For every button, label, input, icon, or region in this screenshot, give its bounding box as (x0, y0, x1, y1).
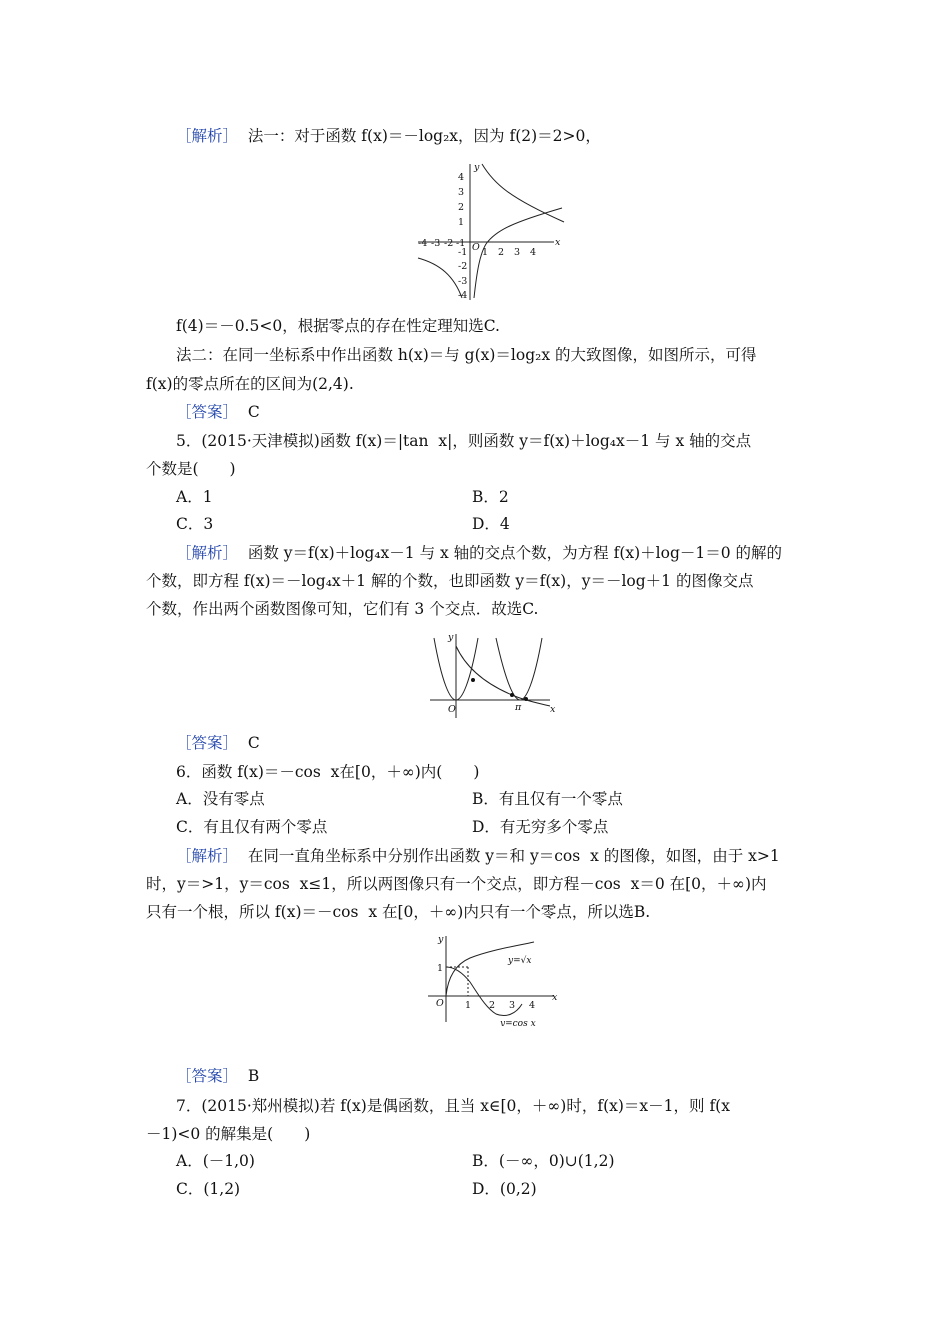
q4-xtick: -3 (431, 238, 441, 249)
q6-option-c: C．有且仅有两个零点 (176, 818, 328, 836)
q5-option-a: A．1 (176, 488, 213, 506)
q6-answer-value: B (247, 1067, 260, 1085)
q5-option-c: C．3 (176, 515, 214, 533)
q6-option-b: B．有且仅有一个零点 (472, 790, 623, 808)
q6-option-d: D．有无穷多个零点 (472, 818, 609, 836)
q5-answer-line (176, 733, 260, 753)
q4-ytick: -4 (458, 290, 468, 301)
q5-pi-label: π (515, 702, 522, 713)
q5-stem-line2: 个数是( ) (146, 460, 236, 478)
q5-origin-label: O (448, 704, 456, 715)
q5-analysis-line2: 个数，即方程 f(x)＝－log₄x＋1 解的个数，也即函数 y＝f(x)，y＝－log＋1 的图像交点 (146, 572, 754, 590)
q6-answer-line (176, 1066, 259, 1086)
q5-y-label: y (448, 632, 454, 643)
q4-xtick: -4 (418, 238, 428, 249)
q6-xtick: 2 (489, 1000, 496, 1011)
q6-stem-line1: 6．函数 f(x)＝－cos x在[0，＋∞)内( ) (176, 763, 480, 781)
q4-analysis-text1: 法一：对于函数 f(x)＝－log₂x，因为 f(2)＝2>0， (247, 127, 601, 145)
q6-figure (426, 930, 566, 1026)
q4-answer-value: C (247, 403, 260, 421)
q5-intersection-point (471, 678, 475, 682)
q4-figure (414, 158, 574, 304)
q6-cos-label: y=cos x (500, 1019, 536, 1026)
q6-analysis-line2: 时，y＝>1，y＝cos x≤1，所以两图像只有一个交点，即方程－cos x＝0 在[0，＋∞)内 (146, 875, 767, 893)
q6-xtick: 1 (465, 1000, 472, 1011)
q4-ytick: 3 (458, 187, 465, 198)
q4-answer-tag: ［答案］ (176, 403, 239, 421)
q5-x-label: x (550, 704, 556, 715)
q5-answer-tag: ［答案］ (176, 734, 239, 752)
q6-answer-tag: ［答案］ (176, 1067, 239, 1085)
q6-analysis-line3: 只有一个根，所以 f(x)＝－cos x 在[0，＋∞)内只有一个零点，所以选B. (146, 903, 651, 921)
q4-ytick: -2 (458, 261, 468, 272)
q5-answer-value: C (247, 734, 260, 752)
q4-ytick: 4 (458, 172, 465, 183)
q4-ytick: -1 (458, 247, 468, 258)
q7-option-a: A．(－1,0) (176, 1152, 255, 1170)
q6-sqrt-label: y=√x (508, 956, 532, 966)
q5-option-d: D．4 (472, 515, 510, 533)
q6-ytick: 1 (437, 963, 444, 974)
q6-analysis-tag: ［解析］ (176, 847, 239, 865)
q5-stem-line1: 5．(2015·天津模拟)函数 f(x)＝|tan x|，则函数 y＝f(x)＋log₄x－1 与 x 轴的交点 (176, 432, 752, 450)
q6-analysis-text1: 在同一直角坐标系中分别作出函数 y＝和 y＝cos x 的图像，如图，由于 x>1 (247, 847, 780, 865)
q5-option-b: B．2 (472, 488, 509, 506)
q6-xtick: 3 (509, 1000, 516, 1011)
q4-xtick: -1 (456, 238, 466, 249)
q5-analysis-line1 (176, 543, 782, 563)
q5-analysis-tag: ［解析］ (176, 544, 239, 562)
q4-xtick: 1 (482, 247, 489, 258)
q5-analysis-line3: 个数，作出两个函数图像可知，它们有 3 个交点．故选C. (146, 600, 539, 618)
q4-xtick: 3 (514, 247, 521, 258)
q6-option-a: A．没有零点 (176, 790, 265, 808)
q6-sqrt-curve (446, 942, 534, 996)
q5-figure (426, 628, 560, 720)
q7-option-d: D．(0,2) (472, 1180, 537, 1198)
q7-option-b: B．(－∞，0)∪(1,2) (472, 1152, 615, 1170)
q4-xtick: 2 (498, 247, 505, 258)
q4-analysis-line2: f(4)＝－0.5<0，根据零点的存在性定理知选C. (176, 317, 500, 335)
q5-analysis-text1: 函数 y＝f(x)＋log₄x－1 与 x 轴的交点个数，为方程 f(x)＋log－1＝0 的解的 (247, 544, 783, 562)
q7-option-c: C．(1,2) (176, 1180, 241, 1198)
q5-intersection-point (524, 697, 528, 701)
q4-origin-label: O (472, 242, 480, 253)
q4-x-label: x (555, 237, 561, 248)
q7-stem-line1: 7．(2015·郑州模拟)若 f(x)是偶函数，且当 x∈[0，＋∞)时，f(x)＝x－1，则 f(x (176, 1097, 730, 1115)
q4-hyperbola-right (482, 164, 564, 222)
q4-y-label: y (474, 162, 480, 173)
q7-stem-line2: －1)<0 的解集是( ) (146, 1125, 311, 1143)
q6-x-label: x (552, 992, 558, 1003)
q6-origin-label: O (436, 998, 444, 1009)
q4-hyperbola-left (418, 258, 462, 298)
q4-ytick: 2 (458, 202, 465, 213)
q5-intersection-point (510, 693, 514, 697)
q4-analysis-line3: 法二：在同一坐标系中作出函数 h(x)＝与 g(x)＝log₂x 的大致图像，如图所示，可得 (176, 346, 757, 364)
q6-xtick: 4 (529, 1000, 536, 1011)
q4-analysis-tag: ［解析］ (176, 127, 239, 145)
q4-analysis-line1 (176, 126, 601, 146)
q6-analysis-line1 (176, 846, 780, 866)
q4-xtick: 4 (530, 247, 537, 258)
q4-ytick: -3 (458, 276, 468, 287)
q4-analysis-line4: f(x)的零点所在的区间为(2,4). (146, 375, 354, 393)
q4-xtick: -2 (444, 238, 454, 249)
q4-answer-line (176, 402, 260, 422)
q6-y-label: y (438, 934, 444, 945)
q4-ytick: 1 (458, 217, 465, 228)
